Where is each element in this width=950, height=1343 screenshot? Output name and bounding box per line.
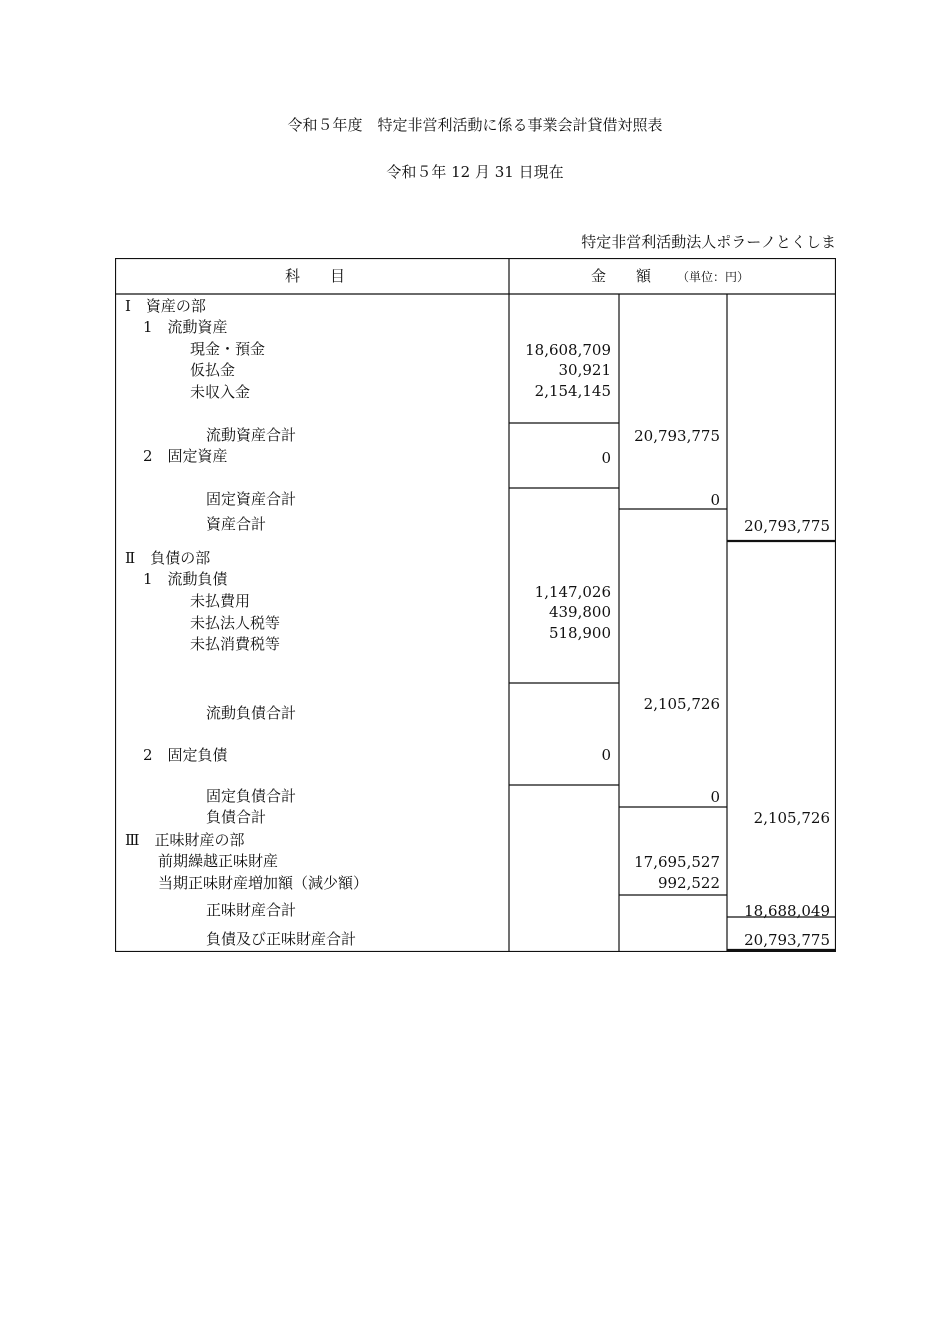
current-liabilities-total-label: 流動負債合計: [206, 704, 297, 722]
prior-net-assets-value: 17,695,527: [634, 853, 720, 871]
current-liabilities-total-value: 2,105,726: [643, 695, 720, 713]
fixed-liabilities-total-label: 固定負債合計: [206, 787, 297, 805]
corp-tax-label: 未払法人税等: [190, 614, 281, 632]
liabilities-total-label: 負債合計: [206, 808, 267, 826]
cash-label: 現金・預金: [190, 340, 266, 358]
net-assets-total-label: 正味財産合計: [206, 901, 297, 919]
fixed-assets-total-label: 固定資産合計: [206, 490, 297, 508]
fixed-assets-total-value: 0: [710, 491, 720, 509]
section-assets: Ⅰ 資産の部: [125, 297, 206, 315]
net-change-label: 当期正味財産増加額（減少額）: [158, 874, 369, 892]
receivable-value: 2,154,145: [534, 382, 611, 400]
assets-total-label: 資産合計: [206, 515, 267, 533]
accrued-label: 未払費用: [190, 592, 251, 610]
section-net-assets: Ⅲ 正味財産の部: [125, 831, 245, 849]
fixed-assets-label: 2 固定資産: [143, 447, 228, 465]
receivable-label: 未収入金: [190, 383, 251, 401]
section-liabilities: Ⅱ 負債の部: [125, 549, 211, 567]
current-assets-total-value: 20,793,775: [634, 427, 720, 445]
fixed-liabilities-value: 0: [601, 746, 611, 764]
current-assets-label: 1 流動資産: [143, 318, 228, 336]
liabilities-total-value: 2,105,726: [753, 809, 830, 827]
organization-name: 特定非営利活動法人ポラーノとくしま: [581, 233, 836, 251]
header-unit: （単位：円）: [677, 270, 750, 284]
grand-total-label: 負債及び正味財産合計: [206, 930, 357, 948]
accrued-value: 1,147,026: [534, 583, 611, 601]
report-date: 令和５年 12 月 31 日現在: [386, 163, 564, 181]
header-subject: 科 目: [285, 267, 346, 285]
cons-tax-label: 未払消費税等: [190, 635, 281, 653]
net-change-value: 992,522: [657, 874, 720, 892]
corp-tax-value: 439,800: [548, 603, 611, 621]
current-liabilities-label: 1 流動負債: [143, 570, 228, 588]
net-assets-total-value: 18,688,049: [744, 902, 830, 920]
current-assets-total-label: 流動資産合計: [206, 426, 297, 444]
grand-total-value: 20,793,775: [744, 931, 830, 949]
advance-label: 仮払金: [190, 361, 236, 379]
advance-value: 30,921: [558, 361, 611, 379]
fixed-liabilities-total-value: 0: [710, 788, 720, 806]
cons-tax-value: 518,900: [548, 624, 611, 642]
prior-net-assets-label: 前期繰越正味財産: [158, 852, 279, 870]
cash-value: 18,608,709: [525, 341, 611, 359]
assets-total-value: 20,793,775: [744, 517, 830, 535]
header-amount: 金 額: [591, 267, 652, 285]
document-title: 令和５年度 特定非営利活動に係る事業会計貸借対照表: [287, 116, 663, 134]
fixed-liabilities-label: 2 固定負債: [143, 746, 228, 764]
balance-sheet-table: [115, 258, 836, 952]
fixed-assets-value: 0: [601, 449, 611, 467]
